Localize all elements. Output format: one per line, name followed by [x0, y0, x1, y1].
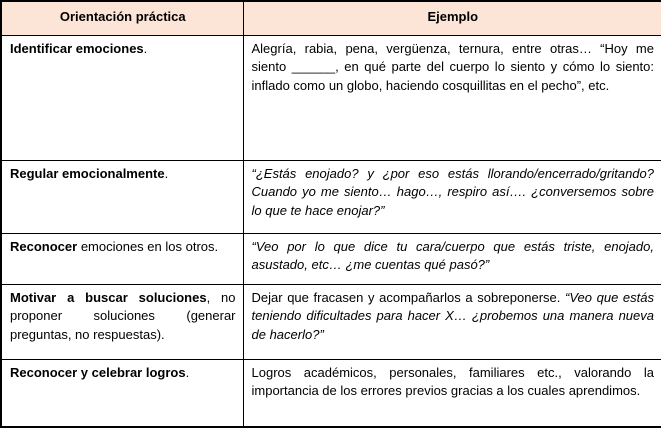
practice-regular-text: . [185, 364, 190, 380]
table-row [1, 359, 661, 427]
example-plain-text: Logros académicos, personales, familiares etc., valorando la importancia de los errores previos gracias a los cuales aprendimos. [251, 364, 654, 399]
example-cell [243, 35, 661, 160]
practice-regular-text: . [143, 40, 148, 56]
practice-bold-text: Reconocer y celebrar logros [10, 364, 186, 380]
example-italic-text: “Veo que estás teniendo dificultades para hacer X… ¿probemos una manera nueva de hacerlo?” [251, 289, 654, 342]
practice-cell-regular-emocionalmente [1, 160, 243, 233]
example-cell [243, 284, 661, 359]
column-header-ejemplo: Ejemplo [243, 1, 661, 35]
practice-bold-text: Motivar a buscar soluciones [10, 289, 207, 305]
practice-cell-celebrar-logros [1, 359, 243, 427]
practice-regular-text: . [164, 165, 169, 181]
example-italic-text: “Veo por lo que dice tu cara/cuerpo que estás triste, enojado, asustado, etc… ¿me cuentas qué pasó?” [251, 238, 654, 273]
practice-cell-identificar-emociones [1, 35, 243, 160]
example-italic-text: “¿Estás enojado? y ¿por eso estás llorando/encerrado/gritando? Cuando yo me siento… hago…, respiro así…. ¿conversemos sobre lo que te hace enojar?” [251, 165, 654, 218]
example-cell [243, 233, 661, 284]
table-row [1, 284, 661, 359]
column-header-orientacion-practica: Orientación práctica [1, 1, 243, 35]
practice-regular-text: , no proponer soluciones (generar preguntas, no respuestas). [10, 289, 236, 342]
practice-bold-text: Regular emocionalmente [10, 165, 165, 181]
practice-cell-reconocer-emociones [1, 233, 243, 284]
table-row [1, 233, 661, 284]
practice-cell-motivar-soluciones [1, 284, 243, 359]
example-plain-text: Dejar que fracasen y acompañarlos a sobreponerse. [251, 289, 565, 305]
table-row [1, 35, 661, 160]
table-row [1, 160, 661, 233]
example-cell [243, 160, 661, 233]
example-plain-text: Alegría, rabia, pena, vergüenza, ternura, entre otras… “Hoy me siento ______, en qué parte del cuerpo lo siento y cómo lo siento: inflado como un globo, haciendo cosquillitas en el pecho”, etc. [251, 40, 654, 93]
practice-bold-text: Reconocer [10, 238, 78, 254]
table-header-row [1, 1, 661, 35]
example-cell [243, 359, 661, 427]
practice-bold-text: Identificar emociones [10, 40, 144, 56]
practice-regular-text: emociones en los otros. [77, 238, 219, 254]
